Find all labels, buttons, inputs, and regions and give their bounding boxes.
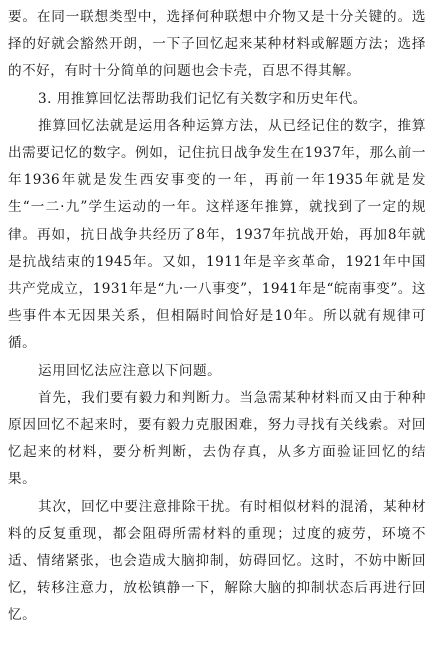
paragraph-heading-calculation-recall: 3. 用推算回忆法帮助我们记忆有关数字和历史年代。 (38, 90, 367, 107)
paragraph-first-point: 首先，我们要有毅力和判断力。当急需某种材料而又由于种种原因回忆不起来时，要有毅力克服困难，努力寻找有关线索。对回忆起来的材料，要分析判断，去伪存真，从多方面验证回忆的结果。 (8, 389, 426, 488)
paragraph-notes-intro: 运用回忆法应注意以下问题。 (38, 362, 222, 379)
paragraph-second-point: 其次，回忆中要注意排除干扰。有时相似材料的混淆，某种材料的反复重现，都会阻碍所需材料的重现；过度的疲劳，环境不适、情绪紧张，也会造成大脑抑制，妨碍回忆。这时，不妨中断回忆，转移注意力，放松镇静一下，解除大脑的抑制状态后再进行回忆。 (8, 498, 426, 624)
paragraph-calculation-recall-explanation: 推算回忆法就是运用各种运算方法，从已经记住的数字，推算出需要记忆的数字。例如，记住抗日战争发生在1937年，那么前一年1936年就是发生西安事变的一年，再前一年1935年就是发生“一二·九”学生运动的一年。这样逐年推算，就找到了一定的规律。再如，抗日战争共经历了8年，1937年抗战开始，再加8年就是抗战结束的1945年。又如，1911年是辛亥革命，1921年中国共产党成立，1931年是“九·一八事变”，1941年是“皖南事变”。这些事件本无因果关系，但相隔时间恰好是10年。所以就有规律可循。 (8, 117, 426, 352)
paragraph-continuation: 要。在同一联想类型中，选择何种联想中介物又是十分关键的。选择的好就会豁然开朗，一下子回忆起来某种材料或解题方法；选择的不好，有时十分简单的问题也会卡壳，百思不得其解。 (8, 9, 426, 80)
